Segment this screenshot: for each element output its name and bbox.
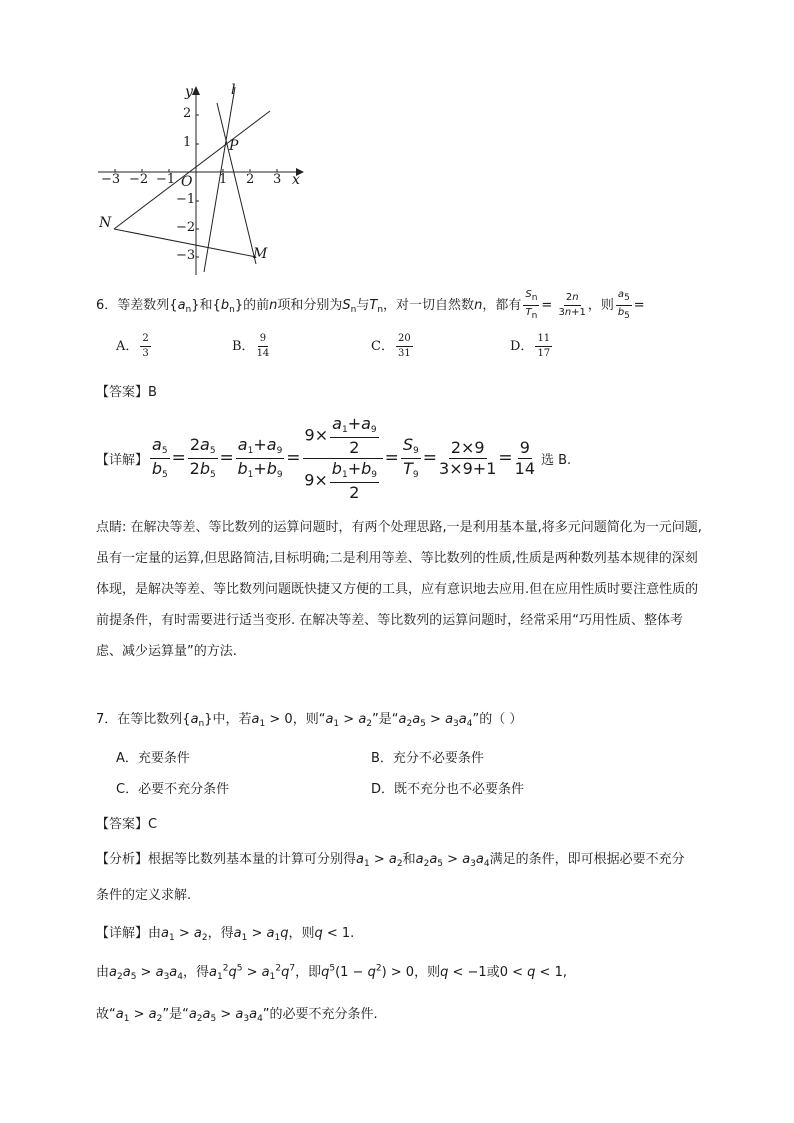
q6-option-b[interactable]: B． $\frac{9}{14}$ (232, 333, 270, 359)
q6-stem: 6．等差数列$\{a_n\}$和$\{b_n\}$的前n项和分别为$S_n$与$T_n$，对一切自然数n，都有 $\frac{S_n}{T_n}$ = $\frac{2n}{3n+1}$ ，则 $\frac{a_5}{b_5}$ = (96, 289, 645, 321)
y-axis-arrow (192, 86, 200, 95)
x-tick-label: 2 (246, 172, 255, 187)
q6-option-d[interactable]: D． $\frac{11}{17}$ (510, 333, 551, 359)
y-tick-label: −2 (176, 220, 196, 235)
q6-option-a[interactable]: A． $\frac{2}{3}$ (116, 333, 149, 359)
q6-option-c[interactable]: C． $\frac{20}{31}$ (371, 333, 411, 359)
q7-analysis-line2: 条件的定义求解. (96, 888, 192, 903)
y-tick-label: 2 (183, 106, 192, 121)
y-tick-label: −3 (176, 248, 196, 263)
y-tick-label: 1 (183, 135, 192, 150)
q7-option-c[interactable]: C．必要不充分条件 (116, 782, 230, 797)
q7-detail-line2: 由$a_2a_5 > a_3a_4$，得$a_1^2q^5 > a_1^2q^7$，即$q^5(1 - q^2) > 0$，则q < −1或0 < q < 1, (96, 963, 567, 982)
y-axis-label: y (185, 84, 193, 100)
q6-note: 点睛: 在解决等差、等比数列的运算问题时，有两个处理思路,一是利用基本量,将多元问题简化为一元问题,虽有一定量的运算,但思路简洁,目标明确;二是利用等差、等比数列的性质,性质是两种数列基本规律的深刻体现，是解决等差、等比数列问题既快捷又方便的工具，应有意识地去应用.但在应用性质时要注意性质的前提条件，有时需要进行适当变形. 在解决等差、等比数列的运算问题时，经常采用“巧用性质、整体考虑、减少运算量”的方法. (96, 520, 702, 659)
y-tick-label: −1 (176, 192, 196, 207)
coordinate-graph (90, 80, 320, 280)
q7-option-b[interactable]: B．充分不必要条件 (371, 751, 484, 766)
q7-conclusion: 故“$a_1 > a_2$”是“$a_2a_5 > a_3a_4$”的必要不充分条件. (96, 1007, 378, 1024)
q6-detail: 【详解】 $\frac{a_5}{b_5}$ = $\frac{2a_5}{2b_5}$ = $\frac{a_1+a_9}{b_1+b_9}$ = 9× $\frac{a_1+a_9}{2}$ 9× $\frac{b_1+b_9}{2}$ = $\frac{S_9}{T_9}$ = $\frac{2\times 9}{3\times 9+1}$ = $\frac{9}{14}$ 选 B. (96, 413, 572, 502)
q7-answer: 【答案】C (96, 817, 158, 832)
line-l-label: l (231, 82, 236, 98)
origin-label: O (181, 174, 193, 190)
x-tick-label: −1 (156, 172, 176, 187)
q7-option-a[interactable]: A．充要条件 (116, 751, 190, 766)
line-through-origin (114, 111, 270, 229)
x-axis-label: x (292, 172, 300, 188)
point-n-label: N (99, 215, 112, 231)
q7-stem: 7．在等比数列$\{a_n\}$中，若$a_1 > 0$，则“$a_1 > a_2$”是“$a_2a_5 > a_3a_4$”的（ ） (96, 712, 523, 729)
x-tick-label: 3 (273, 172, 282, 187)
point-p-label: P (229, 138, 239, 154)
point-m-label: M (253, 246, 268, 262)
q7-detail-line1: 【详解】由$a_1 > a_2$，得$a_1 > a_1q$，则q < 1. (96, 926, 355, 943)
x-tick-label: 1 (219, 172, 228, 187)
x-tick-label: −2 (129, 172, 149, 187)
q7-option-d[interactable]: D．既不充分也不必要条件 (371, 782, 525, 797)
q6-answer: 【答案】B (96, 385, 157, 400)
q7-analysis-line1: 【分析】根据等比数列基本量的计算可分别得$a_1 > a_2$和$a_2a_5 > a_3a_4$满足的条件，即可根据必要不充分 (96, 852, 685, 869)
x-tick-label: −3 (101, 172, 121, 187)
